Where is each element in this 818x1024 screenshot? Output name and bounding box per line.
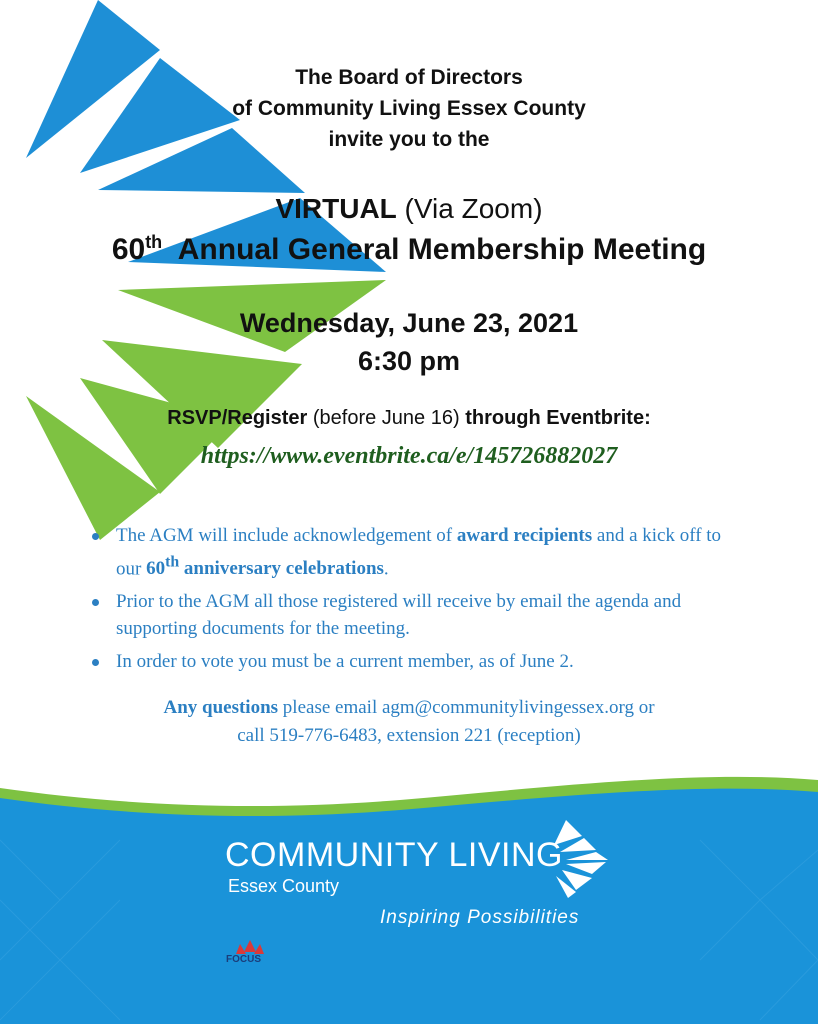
invitation-line-3: invite you to the: [328, 128, 490, 151]
questions-bold: Any questions: [163, 697, 279, 718]
via-zoom-label: (Via Zoom): [396, 193, 543, 224]
bullet-text: In order to vote you must be a current member, as of June 2.: [116, 651, 574, 673]
event-date: Wednesday, June 23, 2021: [239, 308, 579, 338]
questions-line-2: call 519-776-6483, extension 221 (reception): [237, 725, 581, 746]
ordinal-number: 60: [111, 233, 146, 266]
org-name: COMMUNITY LIVING: [225, 836, 563, 874]
virtual-label: VIRTUAL: [275, 193, 397, 224]
award-recipients-text: award recipients: [456, 525, 593, 546]
questions-email[interactable]: please email agm@communitylivingessex.org or: [278, 697, 655, 718]
tagline: Inspiring Possibilities: [380, 907, 580, 928]
invitation-line-2: of Community Living Essex County: [232, 97, 586, 120]
bullet-text: and a kick off to our: [116, 525, 722, 580]
anniversary-text: anniversary celebrations: [179, 558, 384, 580]
meeting-name: Annual General Membership Meeting: [177, 233, 707, 266]
bullet-text: .: [383, 558, 389, 580]
rsvp-label: RSVP/Register: [167, 407, 308, 429]
eventbrite-link[interactable]: https://www.eventbrite.ca/e/145726882027: [200, 443, 618, 469]
org-subname: Essex County: [228, 876, 340, 896]
rsvp-deadline: (before June 16): [307, 407, 466, 429]
event-time: 6:30 pm: [357, 346, 461, 376]
anniversary-suffix: th: [165, 554, 180, 571]
bullet-text: Prior to the AGM all those registered will receive by email the agenda and supporting documents for the meeting.: [116, 591, 682, 640]
ordinal-suffix: th: [145, 232, 163, 252]
invitation-line-1: The Board of Directors: [295, 66, 523, 89]
bullet-text: The AGM will include acknowledgement of: [116, 525, 457, 546]
anniversary-number: 60: [146, 558, 166, 580]
rsvp-through: through Eventbrite:: [465, 407, 651, 429]
focus-label: FOCUS: [226, 954, 261, 965]
